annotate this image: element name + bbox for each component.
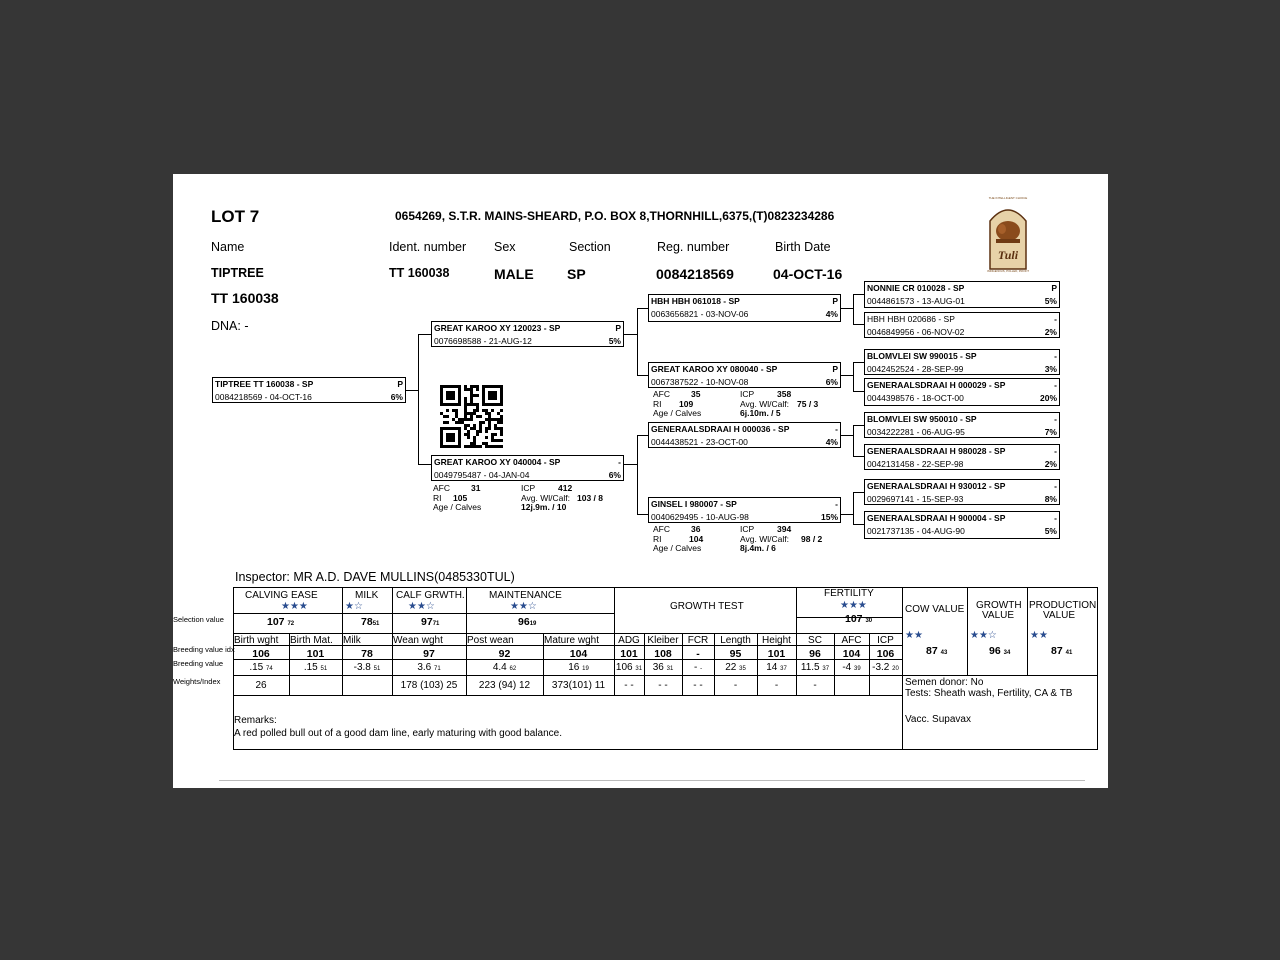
pedigree-sire: GREAT KAROO XY 120023 - SP P 0076698588 - 21-AUG-12 5% — [431, 321, 624, 347]
weight-index-cell: - - — [658, 680, 668, 691]
pedigree-dam: GREAT KAROO XY 040004 - SP - 0049795487 - 04-JAN-04 6% — [431, 455, 624, 481]
weight-index-cell: - — [733, 680, 738, 691]
group-maintenance: MAINTENANCE — [489, 590, 562, 601]
header-birth: Birth Date — [775, 240, 831, 254]
breeding-value-cell: 22 35 — [725, 662, 746, 673]
group-cow-value: COW VALUE — [905, 604, 965, 615]
group-growth-test: GROWTH TEST — [670, 601, 744, 612]
weight-index-cell: 373(101) 11 — [551, 680, 606, 691]
bv-index-cell: 101 — [767, 648, 786, 660]
breeding-value-cell: 4.4 62 — [492, 662, 517, 673]
animal-section: SP — [567, 266, 586, 282]
weight-index-cell: - — [774, 680, 779, 691]
pedigree-subject: TIPTREE TT 160038 - SP P 0084218569 - 04-OCT-16 6% — [212, 377, 406, 403]
pedigree-sire-sire: HBH HBH 061018 - SP P 0063656821 - 03-NOV-06 4% — [648, 294, 841, 322]
semen-donor: Semen donor: No — [905, 677, 984, 688]
logo-tagline-bottom: INDIGENOUS, POLLED, PROFIT — [986, 269, 1030, 273]
dna-status: DNA: - — [211, 319, 249, 333]
sel-cow: 87 43 — [926, 645, 948, 657]
sel-fertility: 107 30 — [845, 613, 873, 625]
animal-sex: MALE — [494, 266, 534, 282]
column-header: Birth wght — [234, 635, 279, 646]
group-fertility: FERTILITY — [824, 588, 874, 599]
pedigree-ddd: GENERAALSDRAAI H 900004 - SP - 0021737135 - 04-AUG-90 5% — [864, 511, 1060, 539]
tests: Tests: Sheath wash, Fertility, CA & TB — [905, 688, 1073, 699]
calf-stars: ★★☆ — [408, 601, 435, 612]
group-calving-ease: CALVING EASE — [245, 590, 318, 601]
weight-index-cell: 223 (94) 12 — [478, 680, 531, 691]
breeding-value-cell: 36 31 — [652, 662, 674, 673]
footer-divider — [219, 780, 1085, 781]
dam-dam-performance: AFC 36 ICP 394 RI 104 Avg. Wl/Calf: 98 / 2 Age / Calves 8j.4m. / 6 — [653, 524, 823, 553]
column-header: Height — [762, 635, 791, 646]
owner-details: 0654269, S.T.R. MAINS-SHEARD, P.O. BOX 8,THORNHILL,6375,(T)0823234286 — [395, 209, 835, 223]
group-milk: MILK — [355, 590, 379, 601]
sel-maint: 9619 — [518, 616, 537, 628]
sel-calf: 9771 — [421, 616, 440, 628]
breeding-value-cell: 16 19 — [568, 662, 589, 673]
column-header: SC — [808, 635, 822, 646]
breeding-value-table — [233, 587, 1098, 750]
breeding-value-cell: -3.8 51 — [353, 662, 381, 673]
animal-ident-large: TT 160038 — [211, 290, 279, 306]
remarks-label: Remarks: — [234, 715, 277, 726]
group-growth-value-l2: VALUE — [982, 610, 1015, 621]
column-header: Post wean — [467, 635, 514, 646]
breeding-value-cell: 3.6 71 — [417, 662, 441, 673]
breeding-value-cell: 11.5 37 — [800, 662, 830, 673]
remarks-text: A red polled bull out of a good dam line, early maturing with good balance. — [234, 728, 562, 739]
breeding-value-cell: .15 74 — [249, 662, 273, 673]
column-header: Kleiber — [647, 635, 679, 646]
breeding-value-cell: 14 37 — [766, 662, 787, 673]
row-label-selection: Selection value — [173, 615, 224, 624]
pedigree-dds: GENERAALSDRAAI H 930012 - SP - 0029697141 - 15-SEP-93 8% — [864, 479, 1060, 505]
bv-index-cell: 78 — [361, 648, 373, 660]
growth-stars: ★★☆ — [970, 630, 997, 641]
milk-stars: ★☆ — [345, 601, 363, 612]
column-header: Birth Mat. — [290, 635, 333, 646]
group-calf-growth: CALF GRWTH. — [396, 590, 465, 601]
sel-calving: 107 72 — [267, 616, 295, 628]
logo-tagline-top: THE INTELLIGENT CHOICE — [988, 196, 1028, 200]
lot-number: LOT 7 — [211, 207, 260, 226]
dam-performance: AFC 31 ICP 412 RI 105 Avg. Wl/Calf: 103 / 8 Age / Calves 12j.9m. / 10 — [433, 483, 603, 512]
cow-stars: ★★ — [905, 630, 923, 641]
weight-index-cell: - - — [693, 680, 703, 691]
column-header: FCR — [687, 635, 709, 646]
bv-index-cell: - — [696, 648, 700, 660]
group-production-value-l2: VALUE — [1043, 610, 1076, 621]
pedigree-dsd: GENERAALSDRAAI H 980028 - SP - 0042131458 - 22-SEP-98 2% — [864, 444, 1060, 470]
bv-index-cell: 92 — [498, 648, 511, 660]
bv-index-cell: 104 — [842, 648, 861, 660]
tuli-logo — [978, 193, 1038, 273]
breeding-value-cell: - - — [693, 662, 703, 673]
group-production-value-l1: PRODUCTION — [1029, 600, 1097, 611]
pedigree-dam-sire: GENERAALSDRAAI H 000036 - SP - 0044438521 - 23-OCT-00 4% — [648, 422, 841, 448]
column-header: Length — [720, 635, 751, 646]
row-label-bv: Breeding value — [173, 659, 224, 668]
bv-index-cell: 101 — [306, 648, 325, 660]
logo-wordmark: Tuli — [997, 248, 1019, 262]
pedigree-dss: BLOMVLEI SW 950010 - SP - 0034222281 - 06-AUG-95 7% — [864, 412, 1060, 438]
inspector-name: Inspector: MR A.D. DAVE MULLINS(0485330TUL) — [235, 570, 515, 584]
bv-index-cell: 106 — [252, 648, 270, 660]
qr-code[interactable] — [440, 385, 503, 448]
sel-milk: 7851 — [361, 616, 380, 628]
column-header: ICP — [877, 635, 894, 646]
header-reg: Reg. number — [657, 240, 730, 254]
header-ident: Ident. number — [389, 240, 467, 254]
weight-index-cell: 178 (103) 25 — [400, 680, 458, 691]
bv-index-cell: 101 — [620, 648, 638, 660]
pedigree-ssd: HBH HBH 020686 - SP - 0046849956 - 06-NOV-02 2% — [864, 312, 1060, 338]
sel-growth: 96 34 — [989, 645, 1011, 657]
bv-index-cell: 106 — [876, 648, 895, 660]
column-header: Mature wght — [544, 635, 600, 646]
weight-index-cell: 26 — [255, 680, 267, 691]
pedigree-sire-dam: GREAT KAROO XY 080040 - SP P 0067387522 - 10-NOV-08 6% — [648, 362, 841, 388]
bv-index-cell: 96 — [809, 648, 821, 660]
sire-dam-performance: AFC 35 ICP 358 RI 109 Avg. Wl/Calf: 75 / 3 Age / Calves 6j.10m. / 5 — [653, 389, 819, 418]
breeding-value-cell: -3.2 20 — [872, 662, 899, 673]
vaccination: Vacc. Supavax — [905, 714, 971, 725]
column-header: AFC — [841, 635, 862, 646]
weight-index-cell: - — [813, 680, 817, 691]
bv-index-cell: 97 — [423, 648, 435, 660]
header-sex: Sex — [494, 240, 516, 254]
breeding-value-cell: 106 31 — [615, 662, 643, 673]
header-section: Section — [569, 240, 611, 254]
animal-ident: TT 160038 — [389, 266, 450, 280]
pedigree-sss: NONNIE CR 010028 - SP P 0044861573 - 13-AUG-01 5% — [864, 281, 1060, 308]
group-growth-value-l1: GROWTH — [976, 600, 1022, 611]
weight-index-cell: - - — [624, 680, 634, 691]
sel-prod: 87 41 — [1051, 645, 1073, 657]
pedigree-sdd: GENERAALSDRAAI H 000029 - SP - 0044398576 - 18-OCT-00 20% — [864, 378, 1060, 406]
breeding-value-cell: .15 51 — [303, 662, 328, 673]
breeding-value-cell: -4 39 — [842, 662, 861, 673]
column-header: ADG — [618, 635, 640, 646]
pedigree-sds: BLOMVLEI SW 990015 - SP - 0042452524 - 28-SEP-99 3% — [864, 349, 1060, 375]
animal-name: TIPTREE — [211, 266, 264, 280]
row-label-bv-idx: Breeding value idx — [173, 645, 235, 654]
row-label-weights: Weights/Index — [173, 677, 221, 686]
maint-stars: ★★☆ — [510, 601, 537, 612]
animal-birth: 04-OCT-16 — [773, 266, 843, 282]
header-name: Name — [211, 240, 245, 254]
catalogue-page — [173, 174, 1108, 788]
column-header: Wean wght — [393, 635, 443, 646]
calving-stars: ★★★ — [281, 601, 308, 612]
bv-index-cell: 95 — [729, 648, 742, 660]
prod-stars: ★★ — [1030, 630, 1048, 641]
bv-index-cell: 108 — [654, 648, 672, 660]
column-header: Milk — [343, 635, 361, 646]
bv-index-cell: 104 — [569, 648, 588, 660]
pedigree-dam-dam: GINSEL I 980007 - SP - 0040629495 - 10-AUG-98 15% — [648, 497, 841, 523]
fertility-stars: ★★★ — [840, 600, 867, 611]
animal-reg: 0084218569 — [656, 266, 734, 282]
